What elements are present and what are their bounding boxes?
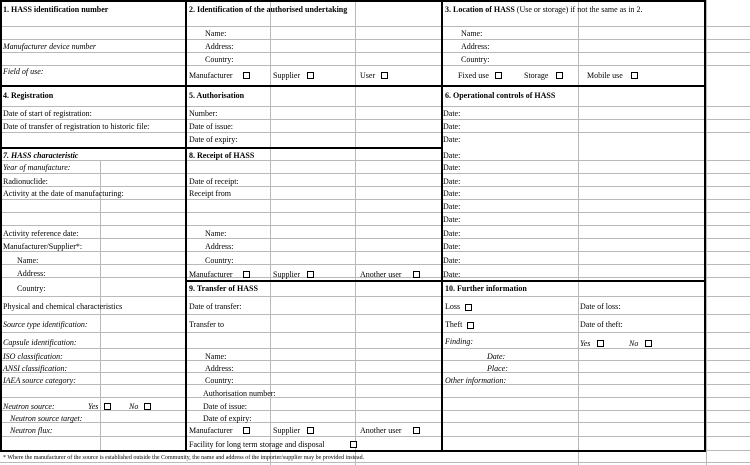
receipt-supplier-checkbox[interactable] — [307, 271, 314, 278]
receipt-supplier-label: Supplier — [273, 270, 301, 279]
finding-yes-label: Yes — [580, 339, 591, 348]
facility-storage-label: Facility for long term storage and disposal — [189, 440, 325, 449]
undertaking-manufacturer-label: Manufacturer — [189, 71, 233, 80]
undertaking-supplier-checkbox[interactable] — [307, 72, 314, 79]
neutron-source-label: Neutron source: — [3, 402, 55, 411]
authorisation-expiry-label: Date of expiry: — [189, 135, 238, 144]
theft-label: Theft — [445, 320, 463, 329]
mobile-use-checkbox[interactable] — [631, 72, 638, 79]
section-6-title: 6. Operational controls of HASS — [445, 91, 556, 100]
undertaking-manufacturer-checkbox[interactable] — [243, 72, 250, 79]
finding-yes-checkbox[interactable] — [597, 340, 604, 347]
receipt-manufacturer-checkbox[interactable] — [243, 271, 250, 278]
location-address-label: Address: — [461, 42, 490, 51]
capsule-identification-label: Capsule identification: — [3, 338, 77, 347]
finding-date-label: Date: — [487, 352, 506, 361]
transfer-supplier-label: Supplier — [273, 426, 301, 435]
transfer-another-user-label: Another user — [360, 426, 402, 435]
finding-place-label: Place: — [487, 364, 508, 373]
ansi-classification-label: ANSI classification: — [3, 364, 68, 373]
section-3-title-note: (Use or storage) if not the same as in 2. — [516, 5, 643, 14]
field-of-use-label: Field of use: — [3, 67, 44, 76]
operational-date-label: Date: — [443, 189, 461, 198]
neutron-yes-label: Yes — [88, 402, 99, 411]
facility-storage-checkbox[interactable] — [350, 441, 357, 448]
receipt-address-label: Address: — [205, 242, 234, 251]
neutron-no-label: No — [129, 402, 139, 411]
section-3-title-text: 3. Location of HASS — [445, 5, 515, 14]
section-7-title: 7. HASS characteristic — [3, 151, 79, 160]
neutron-yes-checkbox[interactable] — [104, 403, 111, 410]
operational-date-label: Date: — [443, 270, 461, 279]
transfer-to-label: Transfer to — [189, 320, 225, 329]
year-of-manufacture-label: Year of manufacture: — [3, 163, 71, 172]
operational-date-label: Date: — [443, 109, 461, 118]
location-name-label: Name: — [461, 29, 483, 38]
date-of-transfer-label: Date of transfer: — [189, 302, 242, 311]
transfer-date-of-expiry-label: Date of expiry: — [203, 414, 252, 423]
finding-no-label: No — [629, 339, 639, 348]
storage-label: Storage — [524, 71, 549, 80]
undertaking-supplier-label: Supplier — [273, 71, 301, 80]
manufacturer-address-label: Address: — [17, 269, 46, 278]
source-type-label: Source type identification: — [3, 320, 88, 329]
iaea-category-label: IAEA source category: — [3, 376, 76, 385]
section-5-title: 5. Authorisation — [189, 91, 245, 100]
transfer-name-label: Name: — [205, 352, 227, 361]
section-8-title: 8. Receipt of HASS — [189, 151, 255, 160]
operational-date-label: Date: — [443, 135, 461, 144]
section-9-title: 9. Transfer of HASS — [189, 284, 258, 293]
receipt-another-user-checkbox[interactable] — [413, 271, 420, 278]
theft-checkbox[interactable] — [467, 322, 474, 329]
manufacturer-country-label: Country: — [17, 284, 46, 293]
transfer-date-of-issue-label: Date of issue: — [203, 402, 247, 411]
undertaking-user-label: User — [360, 71, 376, 80]
transfer-authorisation-number-label: Authorisation number: — [203, 389, 276, 398]
location-country-label: Country: — [461, 55, 490, 64]
section-1-title: 1. HASS identification number — [3, 5, 109, 14]
section-3-title — [445, 5, 643, 15]
authorisation-number-label: Number: — [189, 109, 218, 118]
operational-date-label: Date: — [443, 215, 461, 224]
loss-label: Loss — [445, 302, 461, 311]
neutron-flux-label: Neutron flux: — [10, 426, 53, 435]
operational-date-label: Date: — [443, 163, 461, 172]
transfer-manufacturer-label: Manufacturer — [189, 426, 233, 435]
loss-checkbox[interactable] — [465, 304, 472, 311]
operational-date-label: Date: — [443, 122, 461, 131]
operational-date-label: Date: — [443, 242, 461, 251]
registration-transfer-label: Date of transfer of registration to historic file: — [3, 122, 150, 131]
undertaking-name-label: Name: — [205, 29, 227, 38]
finding-no-checkbox[interactable] — [645, 340, 652, 347]
radionuclide-label: Radionuclide: — [3, 177, 48, 186]
section-6-box — [441, 85, 706, 282]
section-4-title: 4. Registration — [3, 91, 54, 100]
transfer-manufacturer-checkbox[interactable] — [243, 427, 250, 434]
operational-date-label: Date: — [443, 202, 461, 211]
activity-reference-date-label: Activity reference date: — [3, 229, 79, 238]
authorisation-issue-label: Date of issue: — [189, 122, 233, 131]
transfer-supplier-checkbox[interactable] — [307, 427, 314, 434]
fixed-use-label: Fixed use — [458, 71, 489, 80]
section-10-box — [441, 280, 706, 452]
neutron-no-checkbox[interactable] — [144, 403, 151, 410]
grid-line — [0, 462, 750, 463]
physical-chemical-label: Physical and chemical characteristics — [3, 302, 123, 311]
receipt-another-user-label: Another user — [360, 270, 402, 279]
mobile-use-label: Mobile use — [587, 71, 623, 80]
operational-date-label: Date: — [443, 151, 461, 160]
storage-checkbox[interactable] — [556, 72, 563, 79]
grid-line — [706, 0, 707, 465]
footnote: * Where the manufacturer of the source is established outside the Community, the name and address of the importer/supplier may be provided instead. — [3, 455, 365, 461]
finding-label: Finding: — [445, 337, 473, 346]
fixed-use-checkbox[interactable] — [495, 72, 502, 79]
manufacturer-supplier-label: Manufacturer/Supplier*: — [3, 242, 83, 251]
iso-classification-label: ISO classification: — [3, 352, 63, 361]
undertaking-user-checkbox[interactable] — [381, 72, 388, 79]
receipt-name-label: Name: — [205, 229, 227, 238]
manufacturer-name-label: Name: — [17, 256, 39, 265]
operational-date-label: Date: — [443, 177, 461, 186]
date-of-loss-label: Date of loss: — [580, 302, 621, 311]
transfer-country-label: Country: — [205, 376, 234, 385]
manufacturer-device-number-label: Manufacturer device number — [3, 42, 97, 51]
operational-date-label: Date: — [443, 229, 461, 238]
date-of-theft-label: Date of theft: — [580, 320, 623, 329]
neutron-target-label: Neutron source target: — [10, 414, 83, 423]
section-2-title: 2. Identification of the authorised undertaking — [189, 5, 348, 14]
other-information-label: Other information: — [445, 376, 507, 385]
operational-date-label: Date: — [443, 256, 461, 265]
date-of-receipt-label: Date of receipt: — [189, 177, 239, 186]
receipt-from-label: Receipt from — [189, 189, 231, 198]
registration-start-label: Date of start of registration: — [3, 109, 92, 118]
section-10-title: 10. Further information — [445, 284, 527, 293]
activity-label: Activity at the date of manufacturing: — [3, 189, 124, 198]
transfer-another-user-checkbox[interactable] — [413, 427, 420, 434]
receipt-country-label: Country: — [205, 256, 234, 265]
receipt-manufacturer-label: Manufacturer — [189, 270, 233, 279]
transfer-address-label: Address: — [205, 364, 234, 373]
undertaking-country-label: Country: — [205, 55, 234, 64]
undertaking-address-label: Address: — [205, 42, 234, 51]
